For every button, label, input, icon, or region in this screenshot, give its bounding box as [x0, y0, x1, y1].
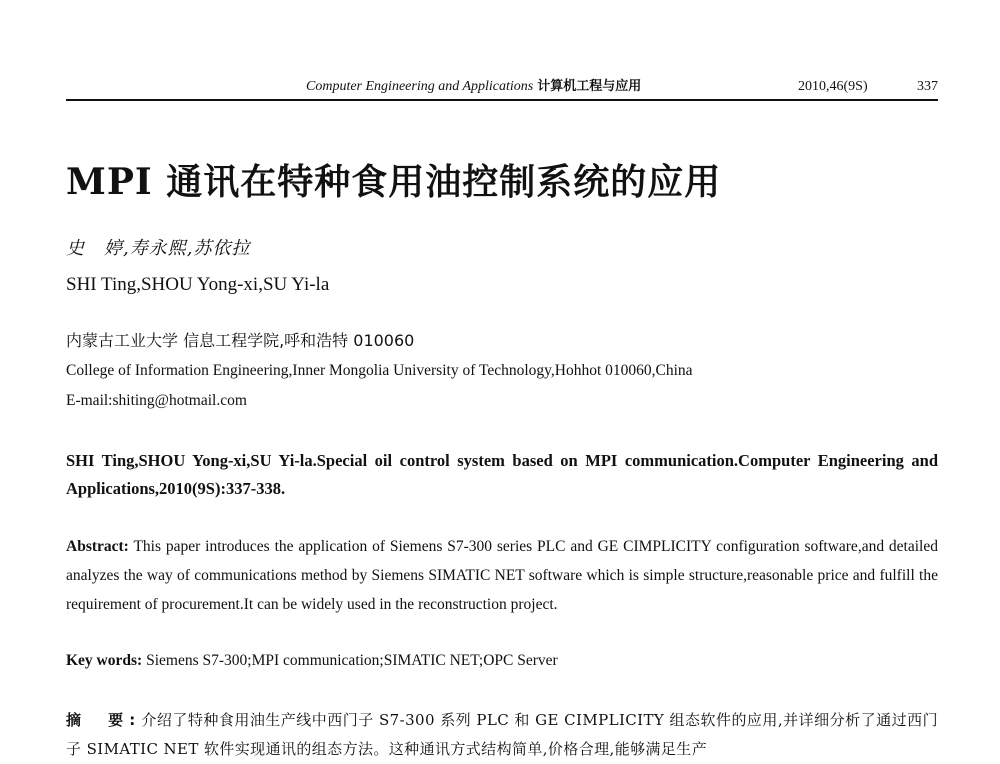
citation: SHI Ting,SHOU Yong-xi,SU Yi-la.Special oil control system based on MPI communication.Computer Engineering and Applications,2010(9S):337-338. [66, 451, 938, 498]
keywords [66, 648, 558, 674]
authors-chinese: 史 婷,寿永熙,苏依拉 [66, 238, 251, 259]
keywords-text: Siemens S7-300;MPI communication;SIMATIC NET;OPC Server [146, 652, 558, 669]
authors-english: SHI Ting,SHOU Yong-xi,SU Yi-la [66, 274, 330, 295]
journal-name-cn: 计算机工程与应用 [537, 79, 642, 94]
abstract-cn-label: 摘 要: [66, 711, 142, 729]
abstract [66, 532, 938, 619]
running-header [66, 76, 938, 98]
affiliation-english: College of Information Engineering,Inner Mongolia University of Technology,Hohhot 010060,China [66, 362, 693, 379]
abstract-text: This paper introduces the application of Siemens S7-300 series PLC and GE CIMPLICITY configuration software,and detailed analyzes the way of communications method by Siemens SIMATIC NET software which is simple structure,reasonable price and fulfill the requirement of procurement.It can be widely used in the reconstruction project. [66, 538, 938, 613]
abstract-cn-text: 介绍了特种食用油生产线中西门子 S7-300 系列 PLC 和 GE CIMPLICITY 组态软件的应用,并详细分析了通过西门子 SIMATIC NET 软件实现通讯的组态方法。这种通讯方式结构简单,价格合理,能够满足生产 [66, 711, 939, 758]
article-title: MPI 通讯在特种食用油控制系统的应用 [66, 161, 722, 203]
keywords-label: Key words: [66, 652, 143, 669]
journal-name-en: Computer Engineering and Applications [306, 79, 534, 94]
issue-info: 2010,46(9S) [798, 79, 868, 94]
journal-name [306, 76, 641, 98]
affiliation-chinese: 内蒙古工业大学 信息工程学院,呼和浩特 010060 [66, 331, 415, 350]
author-email: E-mail:shiting@hotmail.com [66, 392, 247, 409]
abstract-chinese [66, 706, 938, 764]
page-number: 337 [917, 79, 938, 94]
abstract-label: Abstract: [66, 538, 129, 555]
header-rule [66, 99, 938, 101]
